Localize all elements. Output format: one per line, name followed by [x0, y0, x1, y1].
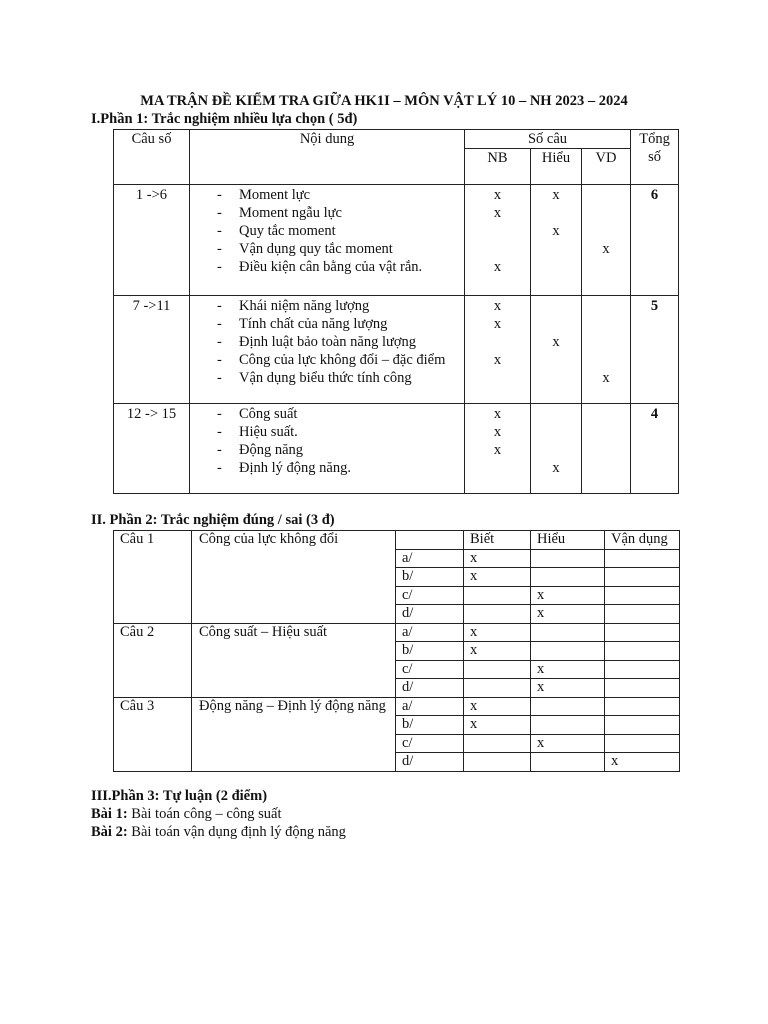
mark-van-dung	[605, 660, 680, 679]
content-item-text: Định lý động năng.	[239, 460, 351, 476]
mark-hieu: x	[531, 586, 605, 605]
mark-vd	[582, 333, 630, 351]
content-item	[190, 441, 464, 459]
part1-heading: I.Phần 1: Trắc nghiệm nhiều lựa chọn ( 5đ)	[91, 111, 358, 127]
header-so-cau: Số câu	[465, 130, 631, 149]
bullet-dash: -	[217, 187, 222, 203]
mark-vd: x	[602, 370, 610, 386]
part1-group-row	[114, 404, 679, 494]
mark-col-hieu	[531, 185, 582, 296]
group-content	[190, 404, 465, 494]
content-item-text: Công suất	[239, 406, 298, 422]
mark-vd	[582, 297, 630, 315]
content-item-text: Moment lực	[239, 187, 311, 203]
content-item-text: Vận dụng biểu thức tính công	[239, 370, 412, 386]
mark-hieu	[531, 753, 605, 772]
mark-hieu	[531, 441, 581, 459]
mark-vd	[582, 351, 630, 369]
mark-hieu: x	[552, 187, 560, 203]
option-label: c/	[396, 734, 464, 753]
mark-van-dung: x	[605, 753, 680, 772]
mark-biet: x	[464, 623, 531, 642]
mark-biet	[464, 605, 531, 624]
mark-nb	[465, 459, 530, 477]
mark-hieu: x	[531, 734, 605, 753]
bullet-dash: -	[217, 205, 222, 221]
part2-matrix-table	[113, 530, 680, 772]
mark-hieu: x	[531, 679, 605, 698]
mark-hieu	[531, 697, 605, 716]
content-item	[190, 258, 464, 276]
bullet-dash: -	[217, 223, 222, 239]
part3-item-2-text: Bài toán vận dụng định lý động năng	[127, 824, 346, 840]
mark-hieu	[531, 549, 605, 568]
part2-heading: II. Phần 2: Trắc nghiệm đúng / sai (3 đ)	[91, 512, 335, 528]
part1-matrix-table	[113, 129, 679, 494]
content-item	[190, 315, 464, 333]
bullet-dash: -	[217, 241, 222, 257]
content-item	[190, 459, 464, 477]
mark-van-dung	[605, 734, 680, 753]
part3-item-2-label: Bài 2:	[91, 824, 128, 840]
bullet-dash: -	[217, 298, 222, 314]
bullet-dash: -	[217, 460, 222, 476]
mark-hieu	[531, 623, 605, 642]
mark-nb: x	[493, 187, 502, 203]
content-item	[190, 222, 464, 240]
mark-nb: x	[493, 205, 502, 221]
mark-col-nb	[465, 404, 531, 494]
bullet-dash: -	[217, 442, 222, 458]
mark-nb: x	[493, 298, 502, 314]
topic-cell: Công suất – Hiệu suất	[192, 623, 396, 697]
option-label: a/	[396, 697, 464, 716]
option-label: d/	[396, 679, 464, 698]
content-item-text: Động năng	[239, 442, 304, 458]
part3-item-1-label: Bài 1:	[91, 806, 128, 822]
mark-nb: x	[493, 424, 502, 440]
header-noi-dung: Nội dung	[190, 130, 465, 185]
topic-cell: Động năng – Định lý động năng	[192, 697, 396, 771]
question-cell: Câu 1	[114, 531, 192, 624]
mark-col-vd	[582, 296, 631, 404]
mark-hieu	[531, 716, 605, 735]
topic-cell: Công của lực không đổi	[192, 531, 396, 624]
option-label: a/	[396, 549, 464, 568]
content-item-text: Tính chất của năng lượng	[239, 316, 388, 332]
mark-vd	[582, 459, 630, 477]
mark-hieu	[531, 297, 581, 315]
part3-item-1-text: Bài toán công – công suất	[127, 806, 282, 822]
header-van-dung: Vận dụng	[605, 531, 680, 550]
mark-hieu	[531, 405, 581, 423]
mark-van-dung	[605, 549, 680, 568]
mark-van-dung	[605, 642, 680, 661]
mark-nb	[465, 369, 530, 387]
mark-hieu	[531, 369, 581, 387]
mark-vd	[582, 186, 630, 204]
mark-col-hieu	[531, 296, 582, 404]
header-hieu: Hiểu	[531, 149, 582, 185]
mark-nb: x	[493, 316, 502, 332]
header-tong-so-line1: Tổng	[639, 131, 670, 147]
option-label: b/	[396, 568, 464, 587]
group-cau-so: 12 -> 15	[114, 404, 190, 494]
content-item	[190, 240, 464, 258]
mark-col-vd	[582, 185, 631, 296]
content-item	[190, 333, 464, 351]
content-item-text: Định luật bảo toàn năng lượng	[239, 334, 417, 350]
mark-vd	[582, 222, 630, 240]
mark-hieu	[531, 642, 605, 661]
option-label: c/	[396, 660, 464, 679]
mark-col-nb	[465, 185, 531, 296]
part3-item-2	[91, 824, 346, 841]
bullet-dash: -	[217, 259, 222, 275]
mark-nb: x	[493, 259, 502, 275]
group-content	[190, 296, 465, 404]
mark-vd	[582, 441, 630, 459]
mark-biet: x	[464, 568, 531, 587]
question-cell: Câu 3	[114, 697, 192, 771]
mark-vd	[582, 405, 630, 423]
mark-biet: x	[464, 642, 531, 661]
part2-header-row	[114, 531, 680, 550]
mark-hieu: x	[552, 223, 560, 239]
content-item	[190, 351, 464, 369]
bullet-dash: -	[217, 370, 222, 386]
group-cau-so: 7 ->11	[114, 296, 190, 404]
mark-hieu	[531, 351, 581, 369]
mark-vd	[582, 315, 630, 333]
content-item-text: Điều kiện cân bằng của vật rắn.	[239, 259, 423, 275]
group-content	[190, 185, 465, 296]
header-option	[396, 531, 464, 550]
mark-van-dung	[605, 679, 680, 698]
group-total: 5	[631, 296, 679, 404]
group-total: 4	[631, 404, 679, 494]
mark-hieu	[531, 204, 581, 222]
header-vd: VD	[582, 149, 631, 185]
content-item-text: Vận dụng quy tắc moment	[239, 241, 393, 257]
group-total: 6	[631, 185, 679, 296]
mark-hieu	[531, 258, 581, 276]
mark-biet: x	[464, 549, 531, 568]
mark-biet	[464, 734, 531, 753]
mark-biet: x	[464, 697, 531, 716]
mark-hieu	[531, 315, 581, 333]
mark-nb: x	[493, 442, 502, 458]
content-item-text: Công của lực không đổi – đặc điểm	[239, 352, 446, 368]
group-cau-so: 1 ->6	[114, 185, 190, 296]
mark-biet	[464, 753, 531, 772]
mark-biet	[464, 660, 531, 679]
content-item-text: Moment ngẫu lực	[239, 205, 342, 221]
mark-col-nb	[465, 296, 531, 404]
mark-col-vd	[582, 404, 631, 494]
bullet-dash: -	[217, 424, 222, 440]
header-biet: Biết	[464, 531, 531, 550]
option-label: d/	[396, 753, 464, 772]
option-label: d/	[396, 605, 464, 624]
header-hieu: Hiểu	[531, 531, 605, 550]
mark-vd	[582, 423, 630, 441]
mark-van-dung	[605, 568, 680, 587]
content-item-text: Hiệu suất.	[239, 424, 298, 440]
bullet-dash: -	[217, 316, 222, 332]
option-label: b/	[396, 716, 464, 735]
mark-van-dung	[605, 586, 680, 605]
option-label: b/	[396, 642, 464, 661]
mark-hieu: x	[552, 460, 560, 476]
question-cell: Câu 2	[114, 623, 192, 697]
mark-hieu	[531, 423, 581, 441]
part2-option-row	[114, 623, 680, 642]
mark-hieu: x	[531, 605, 605, 624]
mark-biet: x	[464, 716, 531, 735]
bullet-dash: -	[217, 406, 222, 422]
part3-item-1	[91, 806, 282, 823]
part3-heading: III.Phần 3: Tự luận (2 điểm)	[91, 788, 268, 804]
content-item	[190, 423, 464, 441]
mark-vd	[582, 204, 630, 222]
mark-van-dung	[605, 716, 680, 735]
mark-van-dung	[605, 697, 680, 716]
mark-vd: x	[602, 241, 610, 257]
mark-vd	[582, 258, 630, 276]
mark-nb: x	[493, 352, 502, 368]
header-tong-so-line2: số	[648, 149, 661, 165]
content-item-text: Khái niệm năng lượng	[239, 298, 370, 314]
mark-nb	[465, 240, 530, 258]
content-item-text: Quy tắc moment	[239, 223, 336, 239]
mark-hieu: x	[552, 334, 560, 350]
option-label: c/	[396, 586, 464, 605]
mark-biet	[464, 586, 531, 605]
content-item	[190, 297, 464, 315]
bullet-dash: -	[217, 334, 222, 350]
document-title: MA TRẬN ĐỀ KIỂM TRA GIỮA HK1I – MÔN VẬT LÝ 10 – NH 2023 – 2024	[140, 93, 628, 109]
option-label: a/	[396, 623, 464, 642]
content-item	[190, 204, 464, 222]
mark-hieu	[531, 240, 581, 258]
bullet-dash: -	[217, 352, 222, 368]
content-item	[190, 369, 464, 387]
content-item	[190, 186, 464, 204]
mark-nb	[465, 333, 530, 351]
mark-van-dung	[605, 623, 680, 642]
part1-group-row	[114, 185, 679, 296]
header-cau-so: Câu số	[114, 130, 190, 185]
mark-nb	[465, 222, 530, 240]
mark-van-dung	[605, 605, 680, 624]
part1-group-row	[114, 296, 679, 404]
part2-option-row	[114, 697, 680, 716]
content-item	[190, 405, 464, 423]
mark-nb: x	[493, 406, 502, 422]
mark-biet	[464, 679, 531, 698]
header-nb: NB	[465, 149, 531, 185]
mark-col-hieu	[531, 404, 582, 494]
header-tong-so	[631, 130, 679, 185]
mark-hieu	[531, 568, 605, 587]
mark-hieu: x	[531, 660, 605, 679]
